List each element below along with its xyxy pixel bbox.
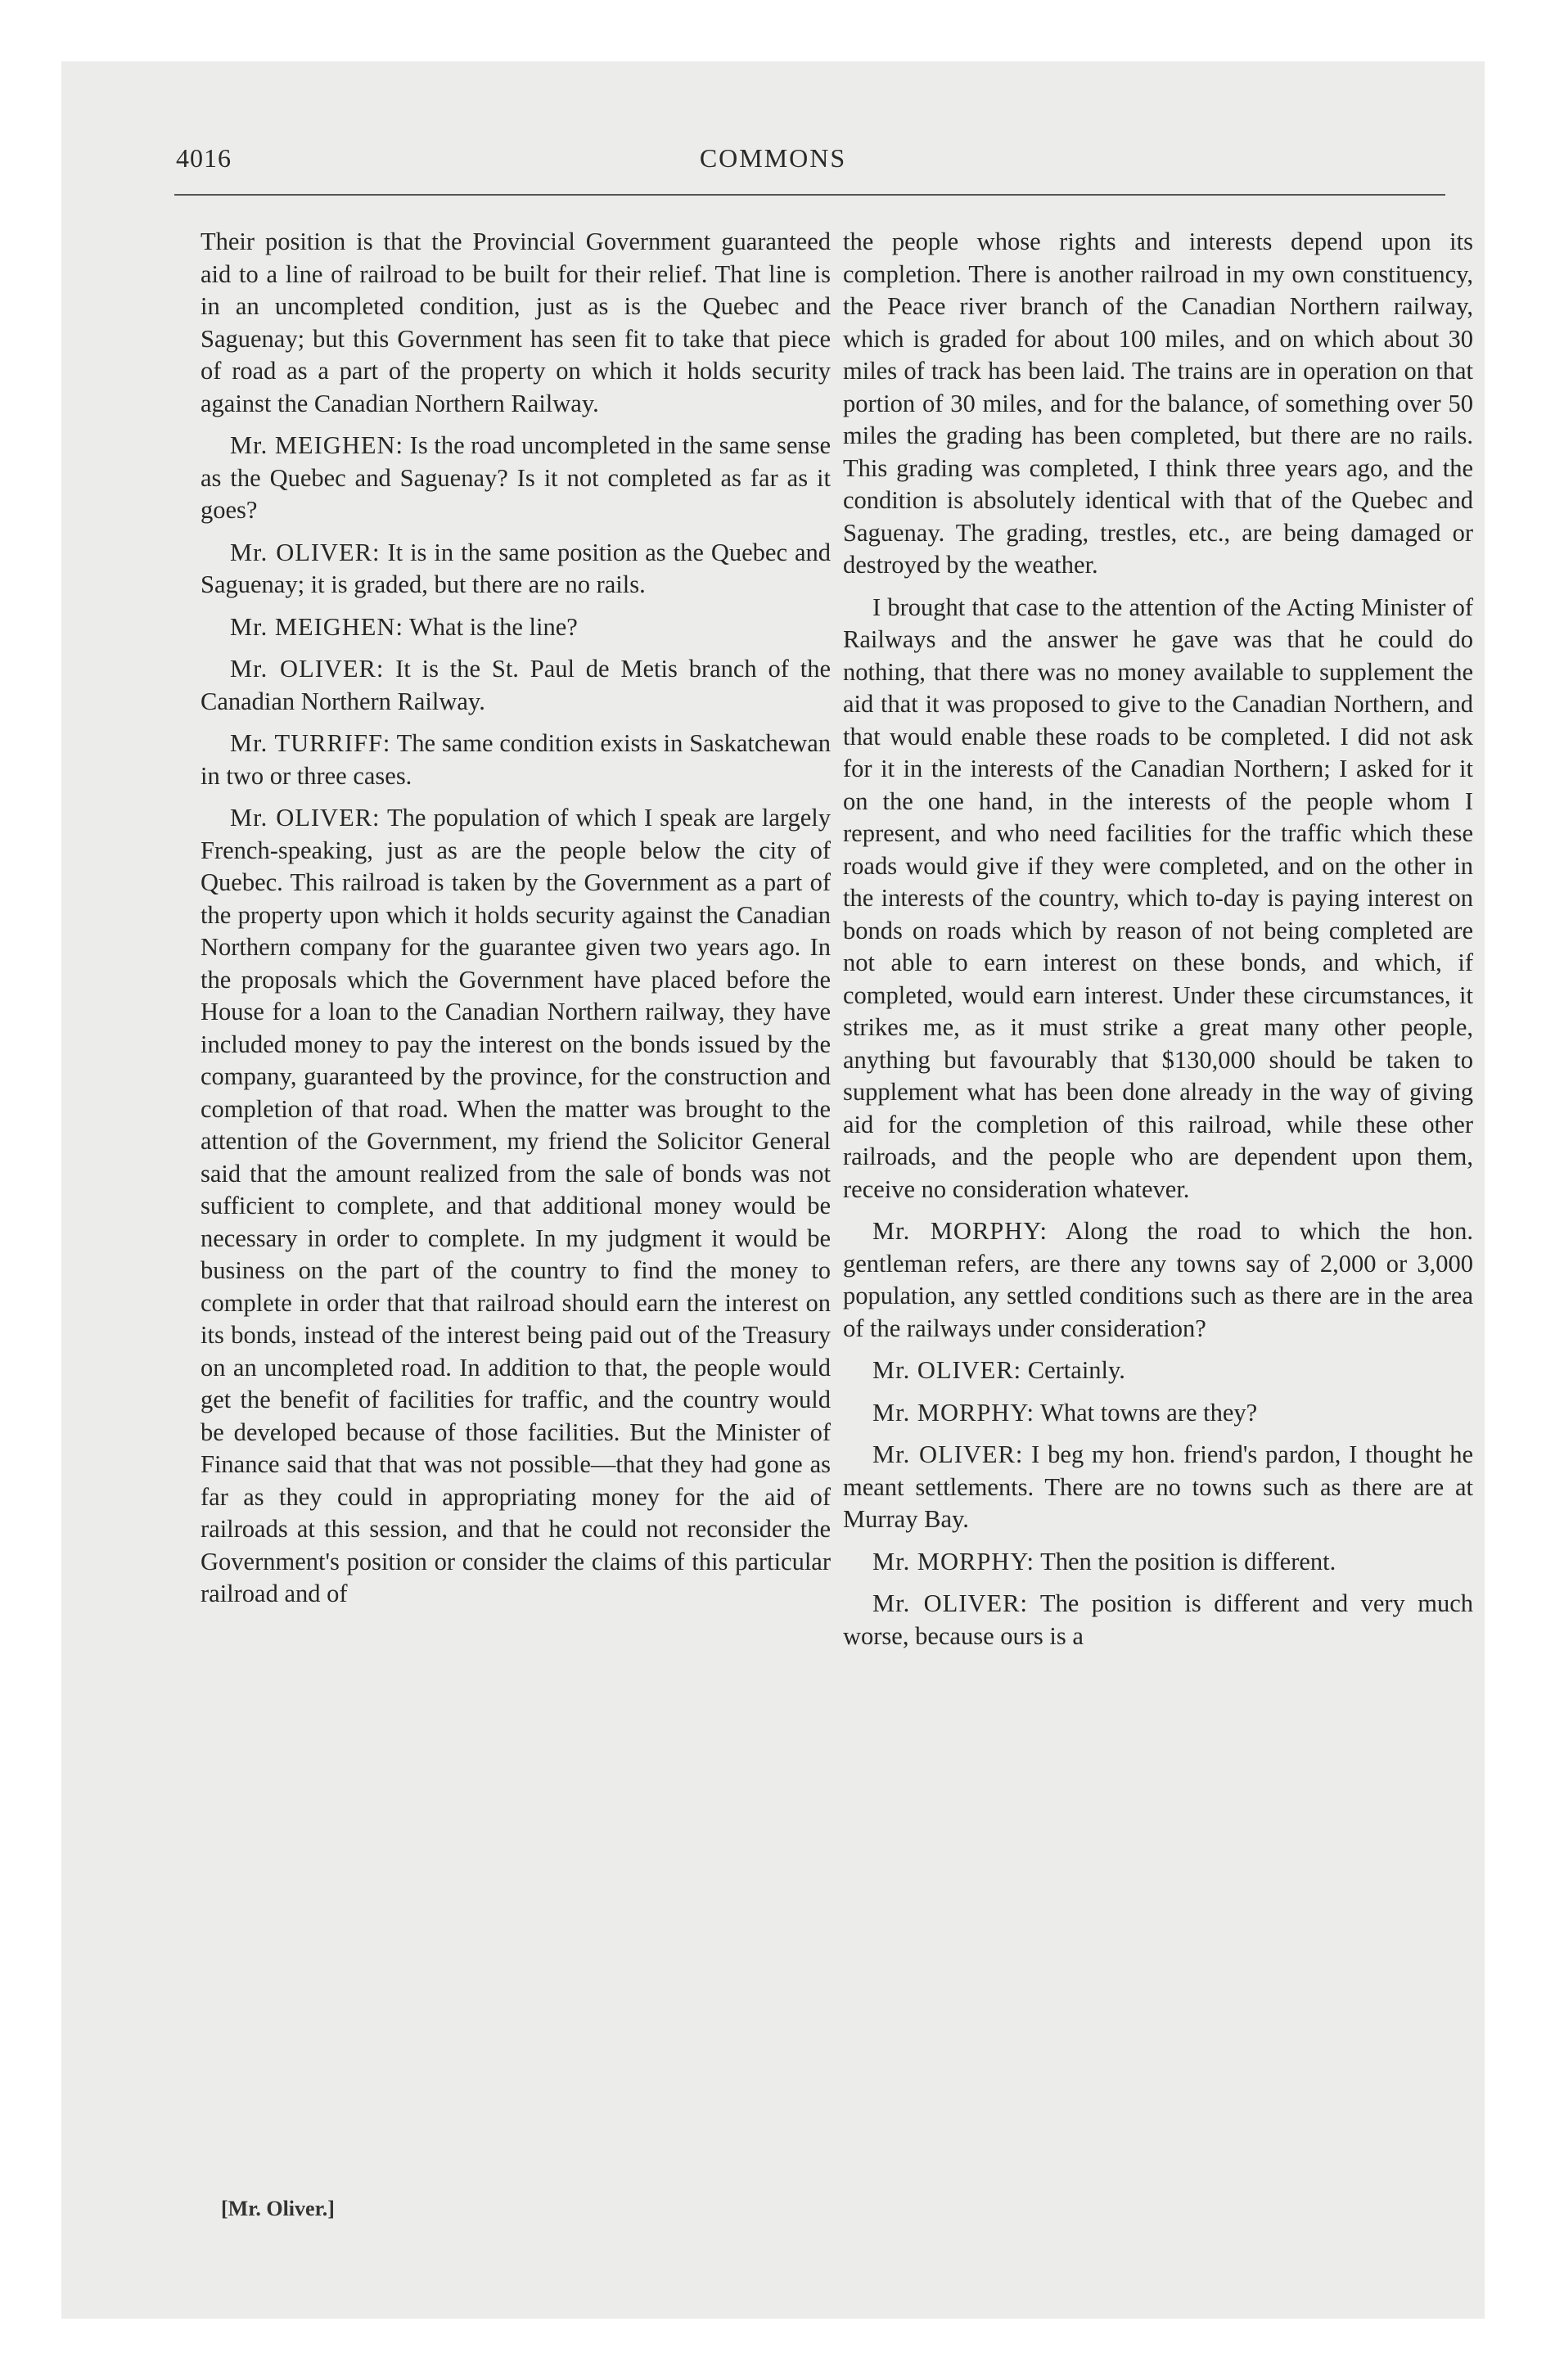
speaker-name: Mr. MEIGHEN: bbox=[230, 612, 403, 641]
page-header bbox=[0, 143, 1546, 192]
right-column bbox=[843, 226, 1473, 1662]
speaker-name: Mr. MORPHY: bbox=[872, 1547, 1035, 1575]
speaker-name: Mr. MORPHY: bbox=[872, 1217, 1048, 1245]
paragraph-text: It is in the same position as the Quebec and Saguenay; it is graded, but there are no rails. bbox=[201, 538, 832, 598]
paragraph bbox=[843, 592, 1473, 1206]
header-rule bbox=[174, 194, 1445, 196]
page-number: 4016 bbox=[176, 143, 232, 173]
paragraph bbox=[843, 1397, 1473, 1430]
speaker-name: Mr. OLIVER: bbox=[230, 655, 385, 683]
speaker-name: Mr. TURRIFF: bbox=[230, 729, 391, 757]
left-column bbox=[201, 226, 831, 1620]
paragraph bbox=[843, 1588, 1473, 1652]
paragraph bbox=[201, 611, 831, 644]
paragraph bbox=[201, 537, 831, 602]
paragraph-text: I beg my hon. friend's pardon, I thought he meant settlements. There are no towns such as there are at Murray Bay. bbox=[843, 1440, 1473, 1533]
paragraph-text: I brought that case to the attention of the Acting Minister of Railways and the answer he gave was that he could do nothing, that there was no money available to supplement the aid that it was proposed to give to the Canadian Northern, and that would enable these roads to be completed. I did not ask for it in the interests of the Canadian Northern; I asked for it on the one hand, in the interests of the people whom I represent, and who need facilities for the traffic which these roads would give if they were completed, and on the other in the interests of the country, which to-day is paying interest on bonds on roads which by reason of not being completed are not able to earn interest on these bonds, and which, if completed, would earn interest. Under these circumstances, it strikes me, as it must strike a great many other people, anything but favourably that $130,000 should be taken to supplement what has been done already in the way of giving aid for the completion of this railroad, while these other railroads, and the people who are dependent upon them, receive no consideration whatever. bbox=[843, 593, 1473, 1203]
paragraph bbox=[201, 728, 831, 792]
paragraph-text: Is the road uncompleted in the same sense as the Quebec and Saguenay? Is it not completed as far as it goes? bbox=[201, 431, 832, 524]
paragraph-text: It is the St. Paul de Metis branch of the Canadian Northern Railway. bbox=[201, 655, 831, 715]
paragraph bbox=[843, 1439, 1473, 1536]
paragraph-text: What towns are they? bbox=[1040, 1398, 1258, 1427]
paragraph-text: Certainly. bbox=[1027, 1356, 1125, 1384]
speaker-name: Mr. OLIVER: bbox=[230, 538, 381, 566]
paragraph bbox=[843, 226, 1473, 582]
speaker-name: Mr. OLIVER: bbox=[872, 1356, 1022, 1384]
paragraph-text: Then the position is different. bbox=[1040, 1547, 1336, 1575]
paragraph bbox=[201, 802, 831, 1611]
paragraph bbox=[201, 226, 831, 420]
page-title: COMMONS bbox=[699, 143, 847, 173]
speaker-name: Mr. OLIVER: bbox=[872, 1440, 1024, 1468]
footer-speaker-ref: [Mr. Oliver.] bbox=[221, 2197, 335, 2220]
paragraph bbox=[843, 1215, 1473, 1345]
paragraph-text: The same condition exists in Saskatchewan in two or three cases. bbox=[201, 729, 831, 790]
speaker-name: Mr. MORPHY: bbox=[872, 1398, 1035, 1427]
paragraph bbox=[201, 430, 831, 527]
paragraph-text: Their position is that the Provincial Government guaranteed aid to a line of railroad to be built for their relief. That line is in an uncompleted condition, just as is the Quebec and Saguenay; but this Government has seen fit to take that piece of road as a part of the property on which it holds security against the Canadian Northern Railway. bbox=[201, 228, 831, 417]
speaker-name: Mr. OLIVER: bbox=[230, 804, 381, 832]
paragraph bbox=[201, 653, 831, 718]
paragraph-text: What is the line? bbox=[409, 612, 578, 641]
paragraph-text: The position is different and very much worse, because ours is a bbox=[843, 1589, 1473, 1650]
paragraph-text: The population of which I speak are largely French-speaking, just as are the people below the city of Quebec. This railroad is taken by the Government as a part of the property upon which it holds security against the Canadian Northern company for the guarantee given two years ago. In the proposals which the Government have placed before the House for a loan to the Canadian Northern railway, they have included money to pay the interest on the bonds issued by the company, guaranteed by the province, for the construction and completion of that road. When the matter was brought to the attention of the Government, my friend the Solicitor General said that the amount realized from the sale of bonds was not sufficient to complete, and that additional money would be necessary in order to complete. In my judgment it would be business on the part of the country to find the money to complete in order that that railroad should earn the interest on its bonds, instead of the interest being paid out of the Treasury on an uncompleted road. In addition to that, the people would get the benefit of facilities for traffic, and the country would be developed because of those facilities. But the Minister of Finance said that that was not possible—that they had gone as far as they could in appropriating money for the aid of railroads at this session, and that he could not reconsider the Government's position or consider the claims of this particular railroad and of bbox=[201, 804, 831, 1607]
paragraph-text: the people whose rights and interests depend upon its completion. There is another railroad in my own constituency, the Peace river branch of the Canadian Northern railway, which is graded for about 100 miles, and on which about 30 miles of track has been laid. The trains are in operation on that portion of 30 miles, and for the balance, of something over 50 miles the grading has been completed, but there are no rails. This grading was completed, I think three years ago, and the condition is absolutely identical with that of the Quebec and Saguenay. The grading, trestles, etc., are being damaged or destroyed by the weather. bbox=[843, 228, 1473, 579]
speaker-name: Mr. OLIVER: bbox=[872, 1589, 1028, 1617]
paragraph-text: Along the road to which the hon. gentleman refers, are there any towns say of 2,000 or 3,000 population, any settled conditions such as there are in the area of the railways under consideration? bbox=[843, 1217, 1473, 1342]
speaker-name: Mr. MEIGHEN: bbox=[230, 431, 403, 459]
paragraph bbox=[843, 1546, 1473, 1579]
paragraph bbox=[843, 1355, 1473, 1387]
